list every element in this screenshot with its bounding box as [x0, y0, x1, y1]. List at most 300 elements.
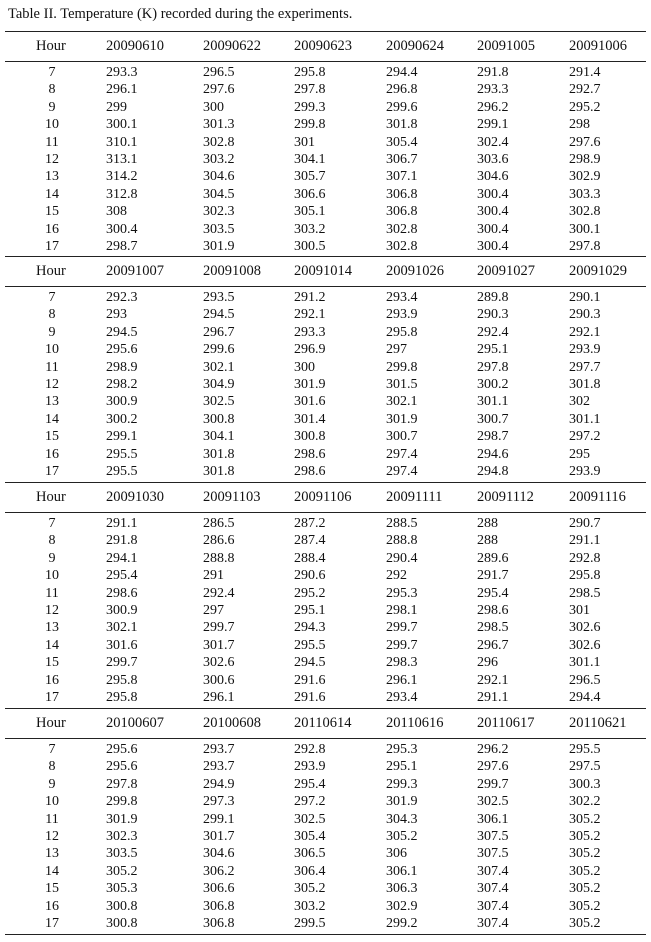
temperature-cell: 301.4 — [294, 411, 326, 427]
temperature-cell: 288 — [477, 516, 498, 531]
temperature-cell: 301.1 — [569, 655, 601, 671]
temperature-cell: 300.1 — [106, 117, 138, 133]
block-top-rule — [5, 31, 646, 32]
temperature-cell: 295.8 — [386, 324, 418, 340]
temperature-cell: 303.2 — [294, 898, 326, 914]
temperature-cell: 296.7 — [203, 324, 235, 340]
temperature-cell: 298.3 — [386, 655, 418, 671]
temperature-cell: 298.6 — [294, 464, 326, 479]
hour-cell: 14 — [45, 863, 59, 879]
temperature-cell: 302.6 — [569, 637, 601, 653]
temperature-cell: 301.8 — [203, 464, 235, 479]
temperature-cell: 306.5 — [294, 846, 326, 862]
temperature-cell: 297.8 — [477, 359, 509, 375]
temperature-cell: 302.5 — [294, 811, 326, 827]
temperature-cell: 298 — [569, 117, 590, 133]
temperature-cell: 306.8 — [203, 916, 235, 931]
hour-cell: 10 — [45, 342, 59, 358]
temperature-cell: 302.8 — [386, 221, 418, 237]
table-row — [5, 306, 646, 323]
temperature-cell: 307.1 — [386, 169, 418, 185]
temperature-cell: 299.6 — [203, 342, 235, 358]
table-row — [5, 151, 646, 168]
temperature-cell: 297.5 — [569, 759, 601, 775]
temperature-cell: 297.6 — [203, 82, 235, 98]
column-header-date: 20091029 — [569, 263, 627, 279]
temperature-cell: 293.3 — [106, 65, 138, 80]
temperature-cell: 300.2 — [106, 411, 138, 427]
temperature-cell: 290.1 — [569, 290, 601, 305]
temperature-cell: 301.1 — [477, 394, 509, 410]
temperature-cell: 302.5 — [203, 394, 235, 410]
temperature-cell: 300.8 — [203, 411, 235, 427]
column-header-date: 20090622 — [203, 38, 261, 54]
temperature-cell: 303.3 — [569, 186, 601, 202]
temperature-cell: 293.3 — [477, 82, 509, 98]
temperature-cell: 299.3 — [386, 776, 418, 792]
temperature-cell: 305.2 — [294, 881, 326, 897]
table-row — [5, 637, 646, 654]
hour-cell: 16 — [45, 898, 59, 914]
table-row — [5, 203, 646, 220]
temperature-cell: 294.3 — [294, 620, 326, 636]
table-row — [5, 324, 646, 341]
temperature-cell: 301.7 — [203, 637, 235, 653]
temperature-cell: 299.3 — [294, 99, 326, 115]
temperature-cell: 286.6 — [203, 533, 235, 549]
temperature-cell: 295.6 — [106, 342, 138, 358]
block-top-rule — [5, 256, 646, 257]
column-header-date: 20091103 — [203, 489, 261, 505]
temperature-cell: 300.4 — [477, 186, 509, 202]
table-row — [5, 741, 646, 758]
table-row — [5, 915, 646, 932]
table-row — [5, 428, 646, 445]
hour-cell: 10 — [45, 117, 59, 133]
temperature-cell: 307.4 — [477, 863, 509, 879]
temperature-cell: 293.3 — [294, 324, 326, 340]
temperature-cell: 292.8 — [569, 550, 601, 566]
temperature-cell: 306.2 — [203, 863, 235, 879]
temperature-cell: 291.8 — [477, 65, 509, 80]
temperature-cell: 295.8 — [106, 672, 138, 688]
temperature-cell: 293.4 — [386, 690, 418, 705]
temperature-cell: 306.6 — [294, 186, 326, 202]
temperature-cell: 305.1 — [294, 204, 326, 220]
temperature-cell: 292.1 — [569, 324, 601, 340]
temperature-cell: 291.6 — [294, 672, 326, 688]
table-row — [5, 602, 646, 619]
table-row — [5, 376, 646, 393]
temperature-cell: 299.1 — [477, 117, 509, 133]
temperature-cell: 287.2 — [294, 516, 326, 531]
column-header-date: 20090624 — [386, 38, 444, 54]
column-header-date: 20090623 — [294, 38, 352, 54]
temperature-cell: 286.5 — [203, 516, 235, 531]
temperature-cell: 307.4 — [477, 898, 509, 914]
table-row — [5, 134, 646, 151]
temperature-cell: 296.5 — [569, 672, 601, 688]
temperature-cell: 298.6 — [106, 585, 138, 601]
hour-cell: 7 — [48, 65, 56, 80]
temperature-cell: 300.3 — [569, 776, 601, 792]
temperature-cell: 297.3 — [203, 794, 235, 810]
hour-cell: 13 — [45, 394, 59, 410]
temperature-cell: 293.7 — [203, 742, 235, 757]
temperature-cell: 288 — [477, 533, 498, 549]
temperature-cell: 293.5 — [203, 290, 235, 305]
temperature-cell: 301.9 — [386, 411, 418, 427]
temperature-cell: 305.4 — [294, 829, 326, 844]
column-header-date: 20091026 — [386, 263, 444, 279]
hour-cell: 7 — [48, 516, 56, 531]
temperature-cell: 294.4 — [569, 690, 601, 705]
temperature-cell: 299.5 — [294, 916, 326, 931]
temperature-cell: 295.3 — [386, 585, 418, 601]
column-header-hour: Hour — [36, 489, 66, 505]
temperature-cell: 293.4 — [386, 290, 418, 305]
table-row — [5, 238, 646, 255]
table-row — [5, 776, 646, 793]
temperature-cell: 290.7 — [569, 516, 601, 531]
table-row — [5, 880, 646, 897]
hour-cell: 15 — [45, 429, 59, 445]
table-row — [5, 689, 646, 706]
header-row — [5, 489, 646, 506]
temperature-cell: 297.4 — [386, 446, 418, 462]
column-header-date: 20091030 — [106, 489, 164, 505]
hour-cell: 14 — [45, 186, 59, 202]
temperature-cell: 300.9 — [106, 394, 138, 410]
temperature-cell: 301.8 — [569, 377, 601, 392]
temperature-cell: 291.4 — [569, 65, 601, 80]
temperature-cell: 306.7 — [386, 152, 418, 167]
temperature-cell: 303.2 — [203, 152, 235, 167]
temperature-cell: 299.1 — [106, 429, 138, 445]
temperature-cell: 290.3 — [477, 307, 509, 323]
temperature-cell: 291.1 — [569, 533, 601, 549]
table-row — [5, 515, 646, 532]
temperature-cell: 300.5 — [294, 239, 326, 254]
temperature-cell: 306.6 — [203, 881, 235, 897]
temperature-cell: 297 — [386, 342, 407, 358]
temperature-cell: 292.1 — [477, 672, 509, 688]
temperature-cell: 291.7 — [477, 568, 509, 584]
temperature-cell: 302.9 — [386, 898, 418, 914]
hour-cell: 9 — [48, 99, 56, 115]
temperature-cell: 306.8 — [386, 186, 418, 202]
temperature-cell: 295.4 — [294, 776, 326, 792]
temperature-cell: 298.6 — [294, 446, 326, 462]
table-row — [5, 672, 646, 689]
temperature-cell: 299.6 — [386, 99, 418, 115]
temperature-cell: 301.1 — [569, 411, 601, 427]
temperature-cell: 298.9 — [569, 152, 601, 167]
temperature-cell: 297.7 — [569, 359, 601, 375]
temperature-cell: 296.2 — [477, 742, 509, 757]
table-row — [5, 341, 646, 358]
temperature-cell: 299.1 — [203, 811, 235, 827]
temperature-cell: 300.8 — [106, 916, 138, 931]
temperature-cell: 302.3 — [203, 204, 235, 220]
temperature-cell: 287.4 — [294, 533, 326, 549]
temperature-cell: 301.6 — [106, 637, 138, 653]
temperature-cell: 297.4 — [386, 464, 418, 479]
hour-cell: 13 — [45, 846, 59, 862]
temperature-cell: 305.2 — [569, 916, 601, 931]
table-row — [5, 64, 646, 81]
temperature-cell: 303.2 — [294, 221, 326, 237]
table-row — [5, 446, 646, 463]
temperature-cell: 301.7 — [203, 829, 235, 844]
header-row — [5, 715, 646, 732]
temperature-cell: 305.2 — [569, 898, 601, 914]
temperature-cell: 295.2 — [294, 585, 326, 601]
table-row — [5, 619, 646, 636]
temperature-cell: 302.9 — [569, 169, 601, 185]
temperature-cell: 295.6 — [106, 742, 138, 757]
temperature-cell: 298.9 — [106, 359, 138, 375]
temperature-cell: 300.6 — [203, 672, 235, 688]
column-header-hour: Hour — [36, 38, 66, 54]
temperature-cell: 294.9 — [203, 776, 235, 792]
temperature-cell: 305.2 — [386, 829, 418, 844]
temperature-cell: 295.2 — [569, 99, 601, 115]
temperature-cell: 297.8 — [294, 82, 326, 98]
temperature-cell: 305.3 — [106, 881, 138, 897]
temperature-cell: 290.6 — [294, 568, 326, 584]
temperature-cell: 288.4 — [294, 550, 326, 566]
hour-cell: 10 — [45, 794, 59, 810]
temperature-cell: 305.2 — [569, 881, 601, 897]
table-row — [5, 359, 646, 376]
table-row — [5, 654, 646, 671]
temperature-cell: 300.9 — [106, 603, 138, 618]
temperature-cell: 301 — [294, 134, 315, 150]
hour-cell: 12 — [45, 152, 59, 167]
temperature-cell: 299.7 — [386, 620, 418, 636]
temperature-cell: 299.7 — [106, 655, 138, 671]
temperature-cell: 295.6 — [106, 759, 138, 775]
temperature-cell: 302.2 — [569, 794, 601, 810]
table-row — [5, 81, 646, 98]
temperature-cell: 295.1 — [386, 759, 418, 775]
temperature-cell: 296.1 — [203, 690, 235, 705]
column-header-date: 20091106 — [294, 489, 352, 505]
temperature-cell: 299.2 — [386, 916, 418, 931]
temperature-cell: 295.4 — [477, 585, 509, 601]
temperature-cell: 298.2 — [106, 377, 138, 392]
temperature-cell: 313.1 — [106, 152, 138, 167]
table-row — [5, 793, 646, 810]
table-bottom-rule — [5, 934, 646, 935]
hour-cell: 8 — [48, 759, 56, 775]
table-row — [5, 116, 646, 133]
table-row — [5, 811, 646, 828]
temperature-cell: 300.2 — [477, 377, 509, 392]
temperature-cell: 306.1 — [477, 811, 509, 827]
temperature-cell: 298.7 — [106, 239, 138, 254]
temperature-cell: 295.8 — [106, 690, 138, 705]
table-row — [5, 99, 646, 116]
temperature-cell: 300.4 — [477, 221, 509, 237]
temperature-cell: 306.8 — [203, 898, 235, 914]
temperature-cell: 304.9 — [203, 377, 235, 392]
hour-cell: 16 — [45, 672, 59, 688]
header-rule — [5, 512, 646, 513]
table-row — [5, 550, 646, 567]
temperature-cell: 305.7 — [294, 169, 326, 185]
temperature-cell: 295 — [569, 446, 590, 462]
temperature-cell: 293 — [106, 307, 127, 323]
temperature-cell: 290.3 — [569, 307, 601, 323]
hour-cell: 11 — [45, 585, 59, 601]
table-row — [5, 567, 646, 584]
column-header-date: 20091014 — [294, 263, 352, 279]
temperature-cell: 314.2 — [106, 169, 138, 185]
hour-cell: 9 — [48, 550, 56, 566]
hour-cell: 15 — [45, 655, 59, 671]
table-row — [5, 463, 646, 480]
temperature-cell: 297.8 — [106, 776, 138, 792]
hour-cell: 8 — [48, 307, 56, 323]
hour-cell: 17 — [45, 916, 59, 931]
header-row — [5, 263, 646, 280]
temperature-cell: 288.8 — [386, 533, 418, 549]
hour-cell: 15 — [45, 204, 59, 220]
hour-cell: 15 — [45, 881, 59, 897]
temperature-cell: 295.1 — [294, 603, 326, 618]
temperature-cell: 302.3 — [106, 829, 138, 844]
temperature-cell: 295.8 — [294, 65, 326, 80]
temperature-cell: 302.1 — [106, 620, 138, 636]
temperature-cell: 304.6 — [477, 169, 509, 185]
temperature-cell: 303.5 — [106, 846, 138, 862]
temperature-cell: 291 — [203, 568, 224, 584]
temperature-cell: 298.1 — [386, 603, 418, 618]
hour-cell: 17 — [45, 690, 59, 705]
table-row — [5, 532, 646, 549]
column-header-date: 20091111 — [386, 489, 443, 505]
temperature-cell: 306.1 — [386, 863, 418, 879]
table-row — [5, 585, 646, 602]
temperature-cell: 298.5 — [477, 620, 509, 636]
temperature-cell: 299.8 — [106, 794, 138, 810]
hour-cell: 8 — [48, 82, 56, 98]
temperature-cell: 295.4 — [106, 568, 138, 584]
temperature-cell: 299.7 — [477, 776, 509, 792]
temperature-cell: 307.5 — [477, 846, 509, 862]
table-row — [5, 168, 646, 185]
temperature-cell: 288.5 — [386, 516, 418, 531]
temperature-cell: 300.7 — [477, 411, 509, 427]
temperature-cell: 299 — [106, 99, 127, 115]
temperature-cell: 298.6 — [477, 603, 509, 618]
temperature-cell: 290.4 — [386, 550, 418, 566]
hour-cell: 7 — [48, 290, 56, 305]
temperature-cell: 289.8 — [477, 290, 509, 305]
temperature-cell: 305.2 — [569, 846, 601, 862]
temperature-cell: 300.8 — [106, 898, 138, 914]
temperature-cell: 301.9 — [203, 239, 235, 254]
temperature-cell: 302.8 — [569, 204, 601, 220]
temperature-cell: 294.5 — [294, 655, 326, 671]
table-row — [5, 758, 646, 775]
temperature-cell: 302.4 — [477, 134, 509, 150]
temperature-cell: 300 — [294, 359, 315, 375]
temperature-cell: 301.3 — [203, 117, 235, 133]
hour-cell: 16 — [45, 446, 59, 462]
temperature-cell: 292.7 — [569, 82, 601, 98]
table-row — [5, 828, 646, 845]
temperature-cell: 296.7 — [477, 637, 509, 653]
column-header-date: 20090610 — [106, 38, 164, 54]
temperature-cell: 300.8 — [294, 429, 326, 445]
column-header-date: 20091027 — [477, 263, 535, 279]
temperature-cell: 297.8 — [569, 239, 601, 254]
hour-cell: 9 — [48, 776, 56, 792]
temperature-cell: 292.4 — [203, 585, 235, 601]
temperature-cell: 294.1 — [106, 550, 138, 566]
temperature-cell: 307.5 — [477, 829, 509, 844]
temperature-cell: 295.5 — [569, 742, 601, 757]
temperature-cell: 296.5 — [203, 65, 235, 80]
column-header-date: 20091116 — [569, 489, 626, 505]
temperature-cell: 289.6 — [477, 550, 509, 566]
column-header-date: 20091007 — [106, 263, 164, 279]
temperature-cell: 298.5 — [569, 585, 601, 601]
temperature-cell: 295.1 — [477, 342, 509, 358]
hour-cell: 12 — [45, 603, 59, 618]
hour-cell: 12 — [45, 377, 59, 392]
temperature-cell: 297.6 — [477, 759, 509, 775]
temperature-cell: 296.1 — [106, 82, 138, 98]
temperature-cell: 296.9 — [294, 342, 326, 358]
hour-cell: 7 — [48, 742, 56, 757]
hour-cell: 13 — [45, 620, 59, 636]
temperature-cell: 305.4 — [386, 134, 418, 150]
temperature-cell: 312.8 — [106, 186, 138, 202]
temperature-cell: 295.3 — [386, 742, 418, 757]
temperature-cell: 296.2 — [477, 99, 509, 115]
temperature-cell: 301.8 — [386, 117, 418, 133]
column-header-date: 20110617 — [477, 715, 535, 731]
block-top-rule — [5, 708, 646, 709]
temperature-cell: 291.2 — [294, 290, 326, 305]
temperature-cell: 308 — [106, 204, 127, 220]
temperature-cell: 291.6 — [294, 690, 326, 705]
temperature-cell: 299.7 — [386, 637, 418, 653]
temperature-cell: 305.2 — [569, 829, 601, 844]
temperature-cell: 301.9 — [386, 794, 418, 810]
temperature-cell: 293.7 — [203, 759, 235, 775]
table-row — [5, 186, 646, 203]
temperature-cell: 291.8 — [106, 533, 138, 549]
table-row — [5, 221, 646, 238]
column-header-date: 20091005 — [477, 38, 535, 54]
temperature-cell: 301.9 — [106, 811, 138, 827]
column-header-date: 20091008 — [203, 263, 261, 279]
temperature-cell: 297 — [203, 603, 224, 618]
temperature-cell: 300.7 — [386, 429, 418, 445]
temperature-cell: 291.1 — [106, 516, 138, 531]
hour-cell: 12 — [45, 829, 59, 844]
column-header-date: 20091006 — [569, 38, 627, 54]
temperature-cell: 307.4 — [477, 881, 509, 897]
temperature-cell: 302.6 — [569, 620, 601, 636]
temperature-cell: 297.6 — [569, 134, 601, 150]
temperature-cell: 295.5 — [294, 637, 326, 653]
